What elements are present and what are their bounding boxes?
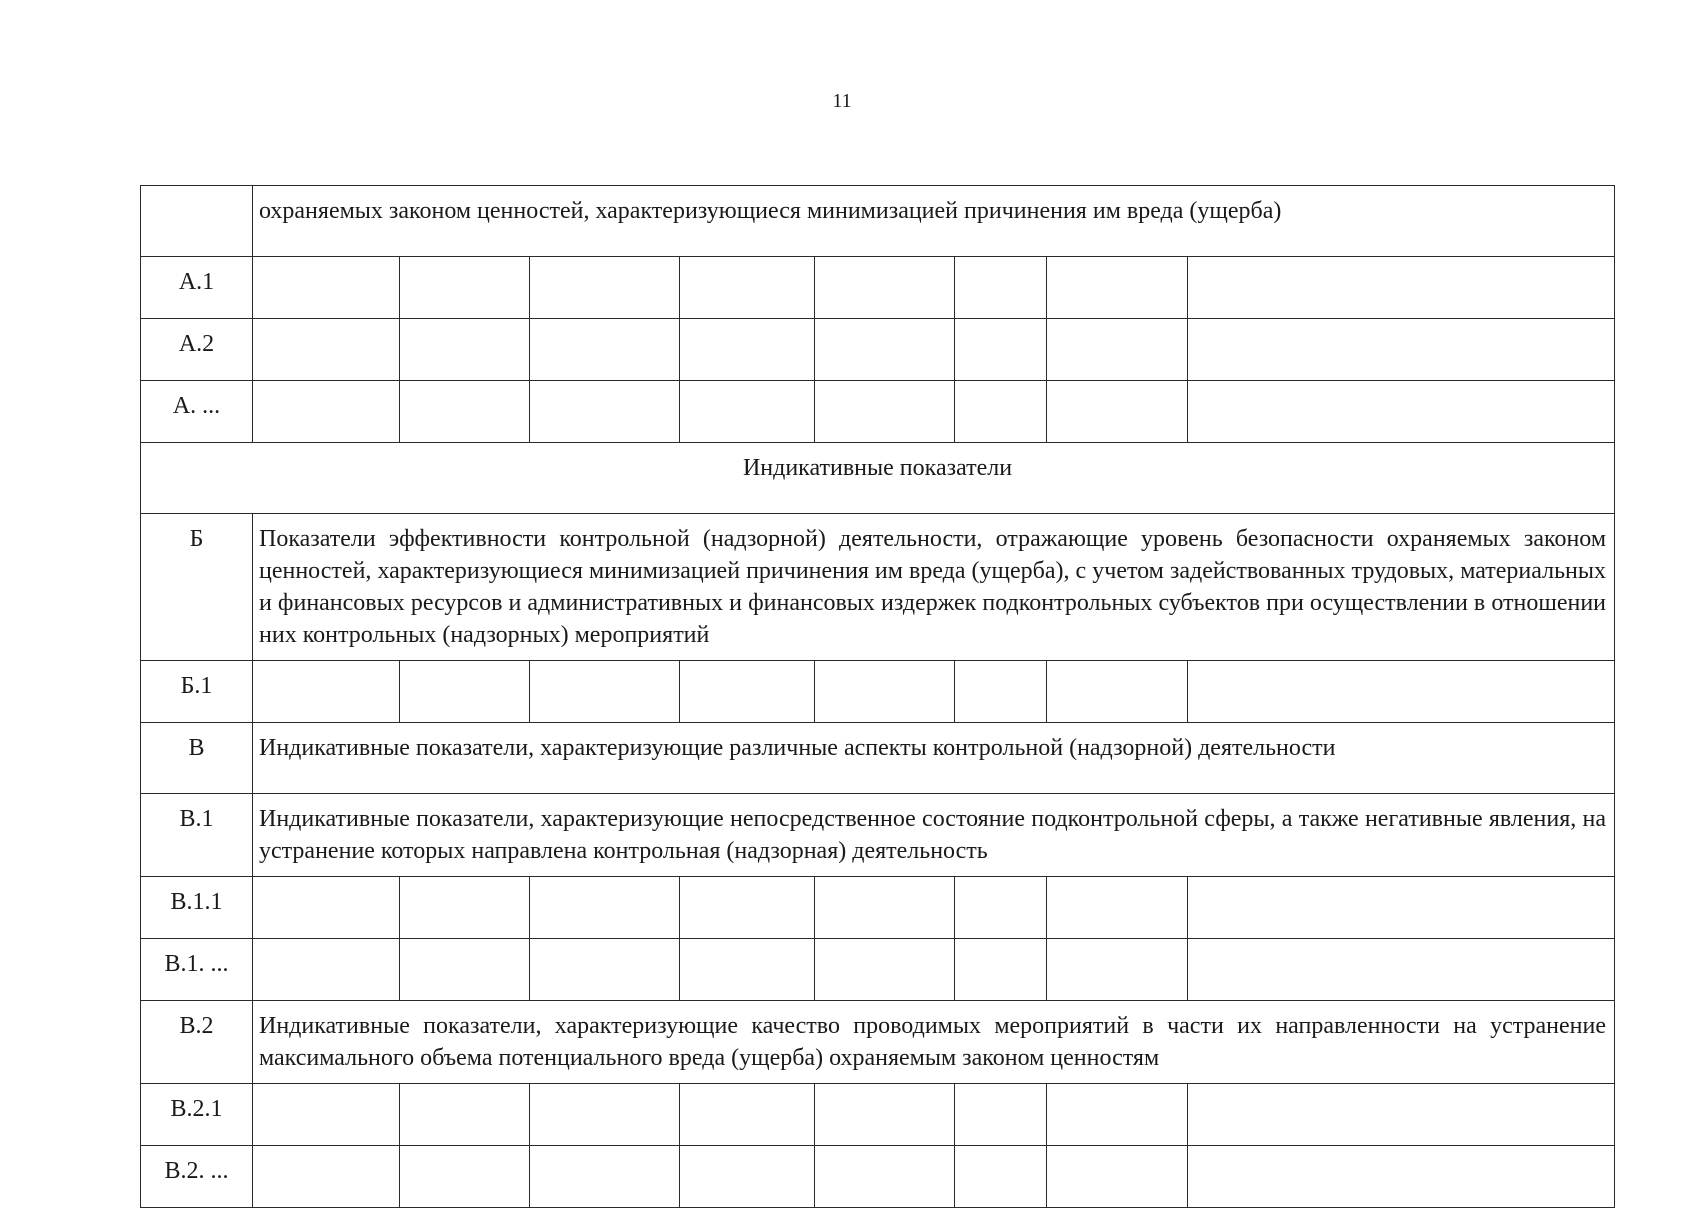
table-cell bbox=[1188, 381, 1615, 443]
table-cell bbox=[253, 939, 400, 1001]
row-code: В.1. ... bbox=[141, 939, 253, 1001]
table-cell bbox=[1047, 661, 1188, 723]
table-cell bbox=[141, 186, 253, 257]
table-cell bbox=[680, 1084, 815, 1146]
indicative-heading: Индикативные показатели bbox=[141, 443, 1615, 514]
table-cell bbox=[680, 319, 815, 381]
section-row bbox=[141, 723, 1615, 794]
table-cell bbox=[955, 257, 1047, 319]
table-cell bbox=[955, 661, 1047, 723]
table-cell bbox=[530, 661, 680, 723]
section-row bbox=[141, 1001, 1615, 1084]
table-row bbox=[141, 1146, 1615, 1208]
table-cell bbox=[530, 381, 680, 443]
table-row bbox=[141, 939, 1615, 1001]
table-cell bbox=[530, 319, 680, 381]
table-cell bbox=[1047, 381, 1188, 443]
table-row bbox=[141, 1084, 1615, 1146]
table-cell bbox=[955, 939, 1047, 1001]
table-cell bbox=[815, 319, 955, 381]
table-cell bbox=[253, 257, 400, 319]
table-cell bbox=[400, 257, 530, 319]
table-cell bbox=[253, 877, 400, 939]
table-row bbox=[141, 381, 1615, 443]
section-text: Индикативные показатели, характеризующие различные аспекты контрольной (надзорной) деятельности bbox=[253, 723, 1615, 794]
table-cell bbox=[530, 257, 680, 319]
table-cell bbox=[815, 939, 955, 1001]
table-cell bbox=[680, 939, 815, 1001]
table-cell bbox=[1047, 257, 1188, 319]
table-cell bbox=[680, 1146, 815, 1208]
table-cell bbox=[680, 661, 815, 723]
table-cell bbox=[400, 1084, 530, 1146]
table-cell bbox=[1188, 1146, 1615, 1208]
table-cell bbox=[815, 381, 955, 443]
table-cell bbox=[1047, 1084, 1188, 1146]
table-cell bbox=[955, 381, 1047, 443]
table-cell bbox=[530, 877, 680, 939]
table-cell bbox=[1188, 1084, 1615, 1146]
continuation-row bbox=[141, 186, 1615, 257]
table-cell bbox=[815, 257, 955, 319]
table-cell bbox=[1047, 939, 1188, 1001]
table-cell bbox=[400, 877, 530, 939]
table-row bbox=[141, 319, 1615, 381]
table-cell bbox=[955, 319, 1047, 381]
table-cell bbox=[253, 1084, 400, 1146]
table-cell bbox=[1047, 1146, 1188, 1208]
table-cell bbox=[815, 1084, 955, 1146]
table-row bbox=[141, 661, 1615, 723]
table-cell bbox=[253, 319, 400, 381]
table-cell bbox=[400, 1146, 530, 1208]
section-code: Б bbox=[141, 514, 253, 661]
table-cell bbox=[955, 1146, 1047, 1208]
section-code: В.2 bbox=[141, 1001, 253, 1084]
table-cell bbox=[680, 257, 815, 319]
section-row bbox=[141, 514, 1615, 661]
row-code: В.1.1 bbox=[141, 877, 253, 939]
table-row bbox=[141, 877, 1615, 939]
table-cell bbox=[530, 939, 680, 1001]
row-code: В.2. ... bbox=[141, 1146, 253, 1208]
section-heading-row bbox=[141, 443, 1615, 514]
section-text: Индикативные показатели, характеризующие качество проводимых мероприятий в части их направленности на устранение максимального объема потенциального вреда (ущерба) охраняемым законом ценностям bbox=[253, 1001, 1615, 1084]
table-row bbox=[141, 257, 1615, 319]
table-cell bbox=[400, 381, 530, 443]
continuation-text: охраняемых законом ценностей, характеризующиеся минимизацией причинения им вреда (ущерба) bbox=[253, 186, 1615, 257]
table-cell bbox=[400, 319, 530, 381]
table-cell bbox=[253, 381, 400, 443]
table-cell bbox=[680, 877, 815, 939]
table-cell bbox=[680, 381, 815, 443]
section-code: В bbox=[141, 723, 253, 794]
section-text: Индикативные показатели, характеризующие непосредственное состояние подконтрольной сферы, а также негативные явления, на устранение которых направлена контрольная (надзорная) деятельность bbox=[253, 794, 1615, 877]
table-cell bbox=[253, 1146, 400, 1208]
table-cell bbox=[1188, 257, 1615, 319]
table-cell bbox=[530, 1146, 680, 1208]
table-cell bbox=[815, 1146, 955, 1208]
page-number: 11 bbox=[832, 90, 852, 112]
row-code: В.2.1 bbox=[141, 1084, 253, 1146]
row-code: А.2 bbox=[141, 319, 253, 381]
table-cell bbox=[1188, 661, 1615, 723]
table-cell bbox=[1188, 319, 1615, 381]
table-cell bbox=[400, 661, 530, 723]
table-cell bbox=[955, 877, 1047, 939]
row-code: А.1 bbox=[141, 257, 253, 319]
table-cell bbox=[1047, 877, 1188, 939]
table-cell bbox=[1047, 319, 1188, 381]
row-code: А. ... bbox=[141, 381, 253, 443]
table-cell bbox=[530, 1084, 680, 1146]
section-code: В.1 bbox=[141, 794, 253, 877]
table-cell bbox=[253, 661, 400, 723]
section-text: Показатели эффективности контрольной (надзорной) деятельности, отражающие уровень безопасности охраняемых законом ценностей, характеризующиеся минимизацией причинения им вреда (ущерба), с учетом задействованных трудовых, материальных и финансовых ресурсов и административных и финансовых издержек подконтрольных субъектов при осуществлении в отношении них контрольных (надзорных) мероприятий bbox=[253, 514, 1615, 661]
table-cell bbox=[400, 939, 530, 1001]
table-cell bbox=[815, 877, 955, 939]
indicators-table bbox=[140, 185, 1615, 1208]
section-row bbox=[141, 794, 1615, 877]
table-cell bbox=[955, 1084, 1047, 1146]
table-cell bbox=[1188, 877, 1615, 939]
table-cell bbox=[815, 661, 955, 723]
row-code: Б.1 bbox=[141, 661, 253, 723]
table-cell bbox=[1188, 939, 1615, 1001]
